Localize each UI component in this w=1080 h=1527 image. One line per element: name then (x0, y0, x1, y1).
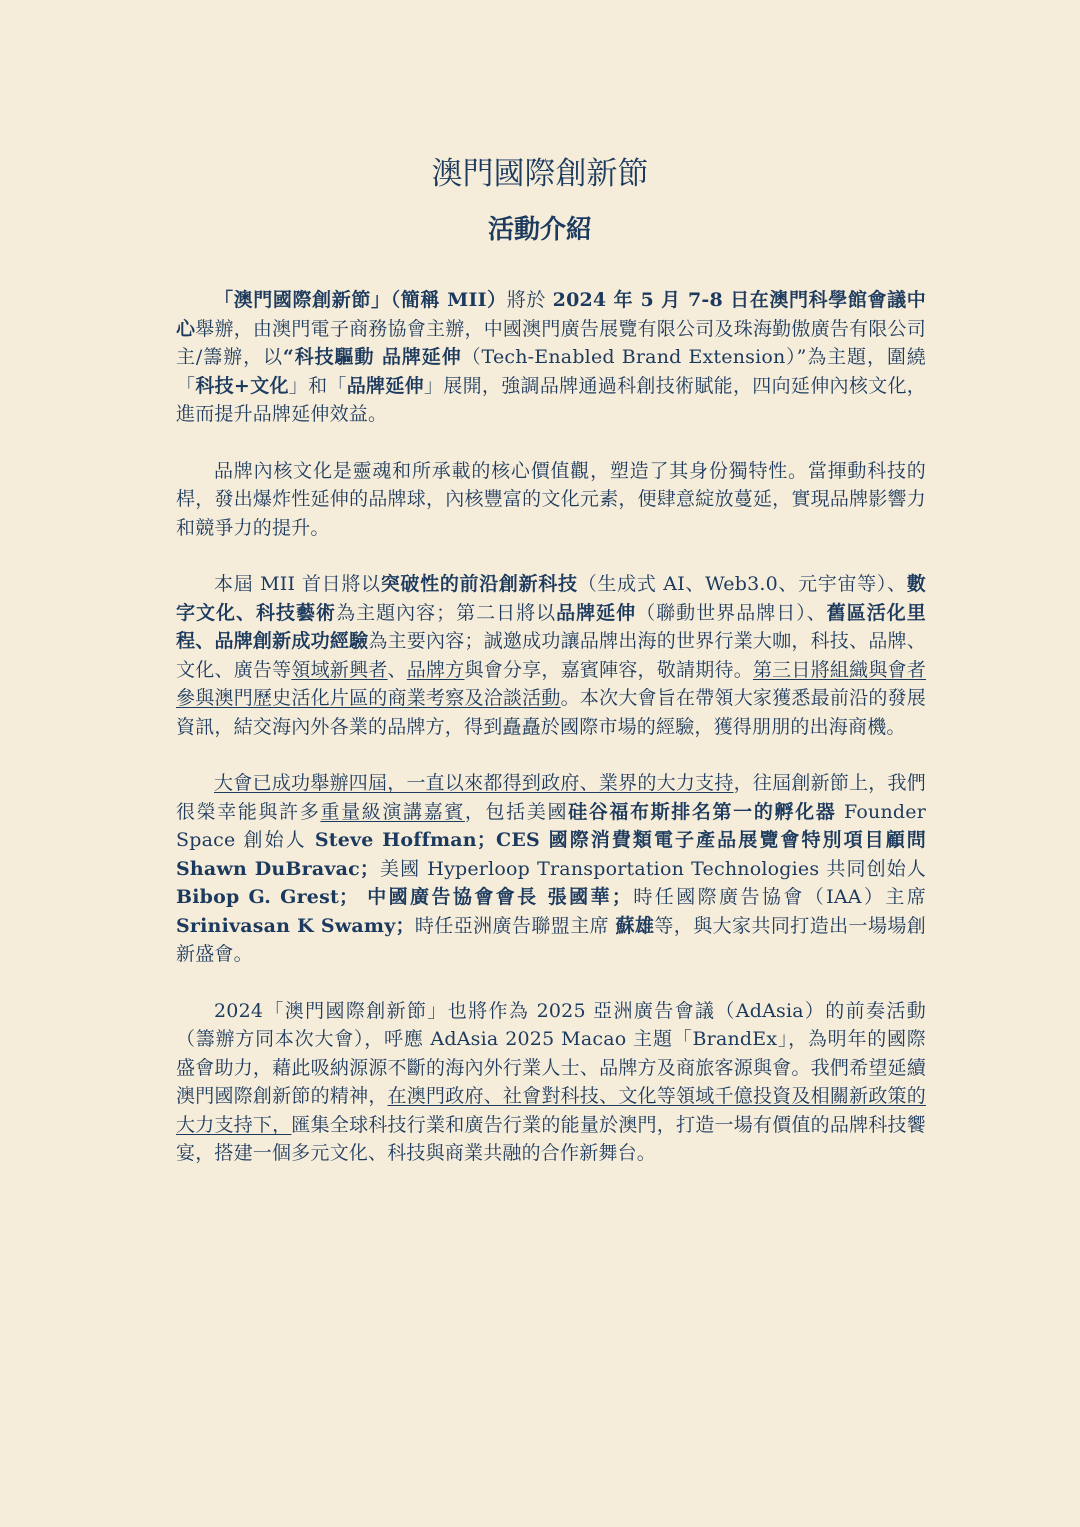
bold-text: 品牌延伸 (556, 601, 637, 624)
text-segment: 時任亞洲廣告聯盟主席 (414, 914, 616, 937)
text-segment: 本屆 MII 首日將以 (214, 573, 381, 595)
paragraph-3 (176, 570, 926, 741)
bold-text: 舊區活化里程、品牌創新成功經驗 (176, 601, 926, 652)
text-segment: 美國 Hyperloop Transportation Technologies 共同创始人 (379, 857, 926, 880)
underlined-text: 在澳門政府、社會對科技、文化等領域千億投資及相關新政策的大力支持下， (176, 1085, 926, 1136)
text-segment: 品牌內核文化是靈魂和所承載的核心價值觀，塑造了其身份獨特性。當揮動科技的桿，發出爆炸性延伸的品牌球，內核豐富的文化元素，便肆意綻放蔓延，實現品牌影響力和競爭力的提升。 (176, 459, 926, 539)
text-segment: ，包括美國 (464, 800, 569, 823)
text-segment: ，往屆創新節上，我們很榮幸能與許多 (176, 772, 926, 823)
text-segment: 與會分享，嘉賓陣容，敬請期待。 (464, 658, 753, 681)
bold-text: 2024 年 5 月 7-8 日在澳門科學館會議中心 (176, 289, 926, 340)
bold-text: Srinivasan K Swamy； (176, 914, 415, 937)
document-body (176, 286, 926, 1196)
underlined-text: 大會已成功舉辦四屆，一直以來都得到政府、業界的大力支持 (214, 772, 734, 794)
bold-text: 突破性的前沿創新科技 (380, 573, 578, 595)
bold-text: 「澳門國際創新節」（簡稱 MII） (214, 289, 507, 311)
bold-text: Bibop G. Grest； 中國廣告協會會長 張國華； (176, 886, 632, 908)
text-segment: （生成式 AI、Web3.0、元宇宙等）、 (577, 573, 907, 595)
paragraph-5 (176, 997, 926, 1168)
bold-text: 硅谷福布斯排名第一的孵化器 (568, 800, 837, 823)
text-segment: 」和「 (288, 374, 347, 397)
text-segment: 將於 (506, 289, 553, 311)
text-segment: 為主題內容；第二日將以 (336, 601, 557, 624)
text-segment: 為主要內容；誠邀成功讓品牌出海的世界行業大咖，科技、品牌、文化、廣告等 (176, 630, 926, 681)
underlined-text: 重量級演講嘉賓 (320, 800, 465, 823)
bold-text: 數字文化、科技藝術 (176, 573, 926, 624)
text-segment: 舉辦，由澳門電子商務協會主辦，中國澳門廣告展覽有限公司及珠海勤傲廣告有限公司主/籌辦，以 (176, 317, 926, 368)
bold-text: 蘇雄 (615, 914, 655, 937)
page-subtitle: 活動介紹 (487, 215, 592, 245)
text-segment: 等，與大家共同打造出一場場創新盛會。 (176, 914, 926, 965)
text-segment: 、 (387, 658, 407, 681)
paragraph-1 (176, 286, 926, 429)
bold-text: Steve Hoffman；CES 國際消費類電子產品展覽會特別項目顧問 Shawn DuBravac； (176, 829, 926, 880)
underlined-text: 領域新興者 (291, 658, 388, 681)
bold-text: 品牌延伸 (346, 374, 424, 397)
text-segment: 2024「澳門國際創新節」也將作為 2025 亞洲廣告會議（AdAsia）的前奏活動（籌辦方同本次大會），呼應 AdAsia 2025 Macao 主題「BrandEx」，為明年的國際盛會助力，藉此吸納源源不斷的海內外行業人士、品牌方及商旅客源與會。我們希望延續澳門國際創新節的精神， (176, 999, 926, 1107)
text-segment: （Tech-Enabled Brand Extension）”為主題，圍繞「 (176, 346, 926, 397)
underlined-text: 第三日將組織與會者參與澳門歷史活化片區的商業考察及洽談活動 (176, 658, 926, 709)
text-segment: 時任國際廣告協會（IAA）主席 (631, 886, 926, 908)
text-segment: 。本次大會旨在帶領大家獲悉最前沿的發展資訊，結交海內外各業的品牌方，得到矗矗於國際市場的經驗，獲得朋朋的出海商機。 (176, 687, 926, 738)
text-segment: Founder Space 創始人 (176, 800, 926, 851)
text-segment: 匯集全球科技行業和廣告行業的能量於澳門，打造一場有價值的品牌科技饗宴，搭建一個多元文化、科技與商業共融的合作新舞台。 (176, 1113, 926, 1164)
paragraph-4 (176, 769, 926, 969)
text-segment: 」展開，強調品牌通過科創技術賦能，四向延伸內核文化，進而提升品牌延伸效益。 (176, 374, 926, 425)
underlined-text: 品牌方 (406, 658, 465, 681)
text-segment: （聯動世界品牌日）、 (636, 601, 827, 624)
bold-text: “科技驅動 品牌延伸 (282, 346, 462, 368)
bold-text: 科技+文化 (195, 374, 289, 397)
page-title: 澳門國際創新節 (431, 156, 649, 192)
paragraph-2 (176, 457, 926, 543)
